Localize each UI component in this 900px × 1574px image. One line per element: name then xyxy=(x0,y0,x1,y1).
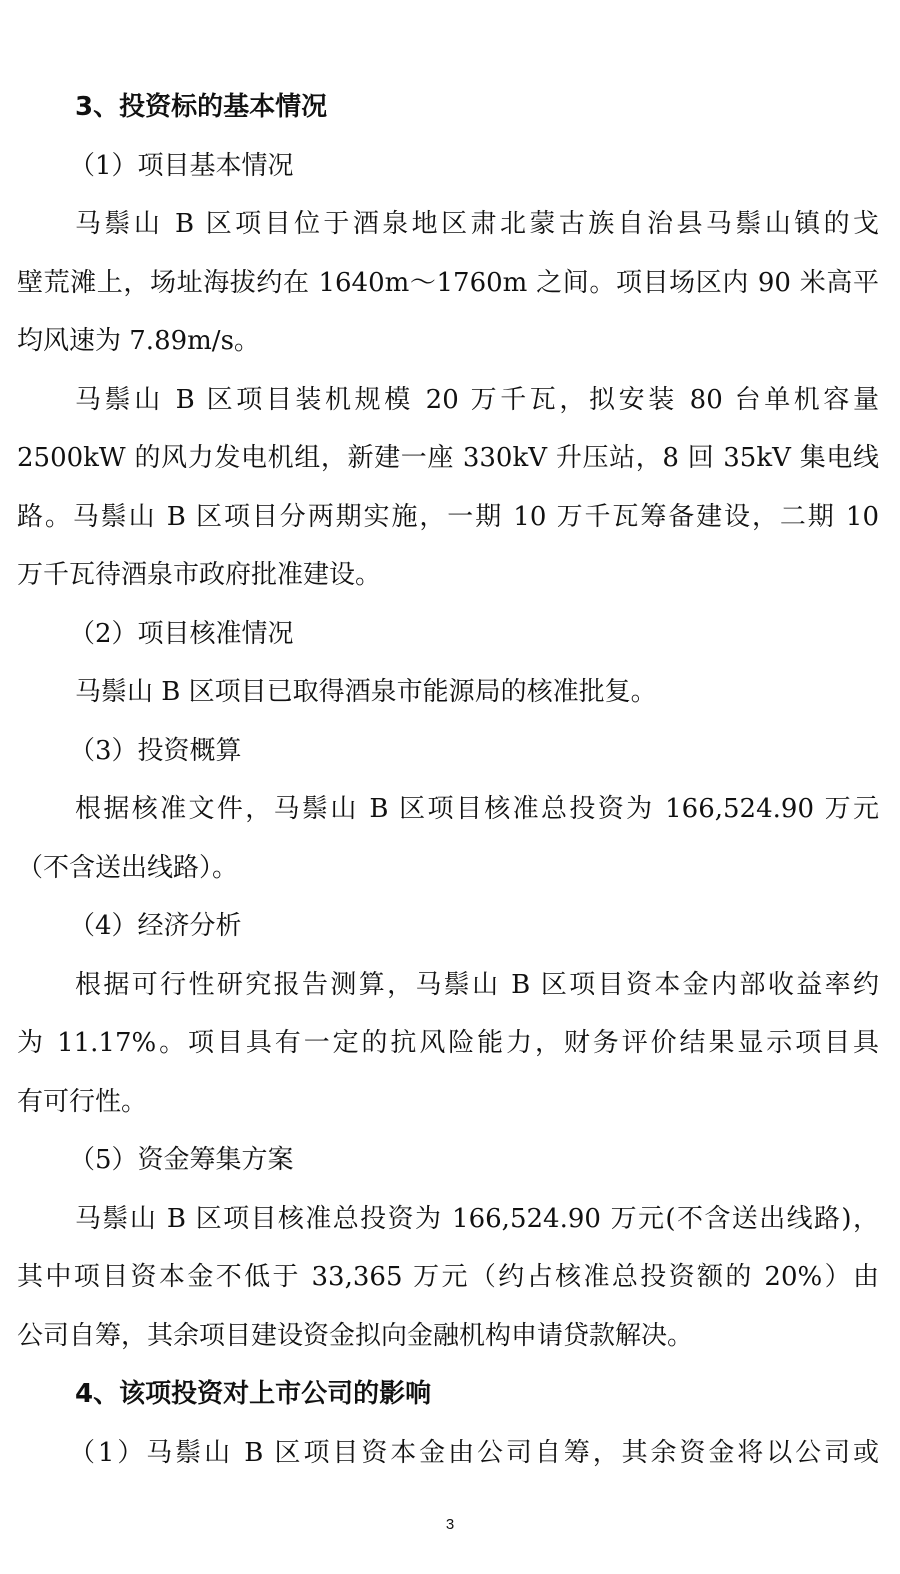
subheading-investment-estimate: （3）投资概算 xyxy=(69,735,242,766)
section-heading-4: 4、该项投资对上市公司的影响 xyxy=(75,1379,432,1409)
paragraph-line: 其中项目资本金不低于 33,365 万元（约占核准总投资额的 20%）由 xyxy=(17,1262,879,1292)
subheading-economic-analysis: （4）经济分析 xyxy=(69,911,242,941)
paragraph-line: 路。马鬃山 B 区项目分两期实施，一期 10 万千瓦筹备建设，二期 10 xyxy=(17,501,879,532)
paragraph-line: 为 11.17%。项目具有一定的抗风险能力，财务评价结果显示项目具 xyxy=(17,1028,879,1058)
paragraph-line: 马鬃山 B 区项目装机规模 20 万千瓦，拟安装 80 台单机容量 xyxy=(75,384,879,415)
subheading-project-basic: （1）项目基本情况 xyxy=(69,150,294,181)
paragraph-line: 均风速为 7.89m/s。 xyxy=(17,326,260,356)
paragraph-line: （1）马鬃山 B 区项目资本金由公司自筹，其余资金将以公司或 xyxy=(69,1437,879,1468)
section-heading-3: 3、投资标的基本情况 xyxy=(75,92,328,122)
paragraph-line: 有可行性。 xyxy=(17,1086,148,1117)
paragraph-line: 根据可行性研究报告测算，马鬃山 B 区项目资本金内部收益率约 xyxy=(75,969,879,1000)
paragraph-line: （不含送出线路）。 xyxy=(17,852,239,883)
paragraph-line: 马鬃山 B 区项目核准总投资为 166,524.90 万元(不含送出线路)， xyxy=(75,1203,879,1234)
paragraph-line: 根据核准文件，马鬃山 B 区项目核准总投资为 166,524.90 万元 xyxy=(75,794,879,824)
paragraph-line: 马鬃山 B 区项目位于酒泉地区肃北蒙古族自治县马鬃山镇的戈 xyxy=(75,209,879,239)
subheading-project-approval: （2）项目核准情况 xyxy=(69,618,294,649)
paragraph-line: 马鬃山 B 区项目已取得酒泉市能源局的核准批复。 xyxy=(75,677,657,707)
page-number: 3 xyxy=(445,1516,455,1533)
subheading-funding-plan: （5）资金筹集方案 xyxy=(69,1145,294,1175)
paragraph-line: 公司自筹，其余项目建设资金拟向金融机构申请贷款解决。 xyxy=(17,1320,694,1351)
paragraph-line: 2500kW 的风力发电机组，新建一座 330kV 升压站，8 回 35kV 集电线 xyxy=(17,443,879,473)
document-body xyxy=(17,78,879,1482)
paragraph-line: 万千瓦待酒泉市政府批准建设。 xyxy=(17,560,382,590)
paragraph-line: 壁荒滩上，场址海拔约在 1640m～1760m 之间。项目场区内 90 米高平 xyxy=(17,267,879,298)
